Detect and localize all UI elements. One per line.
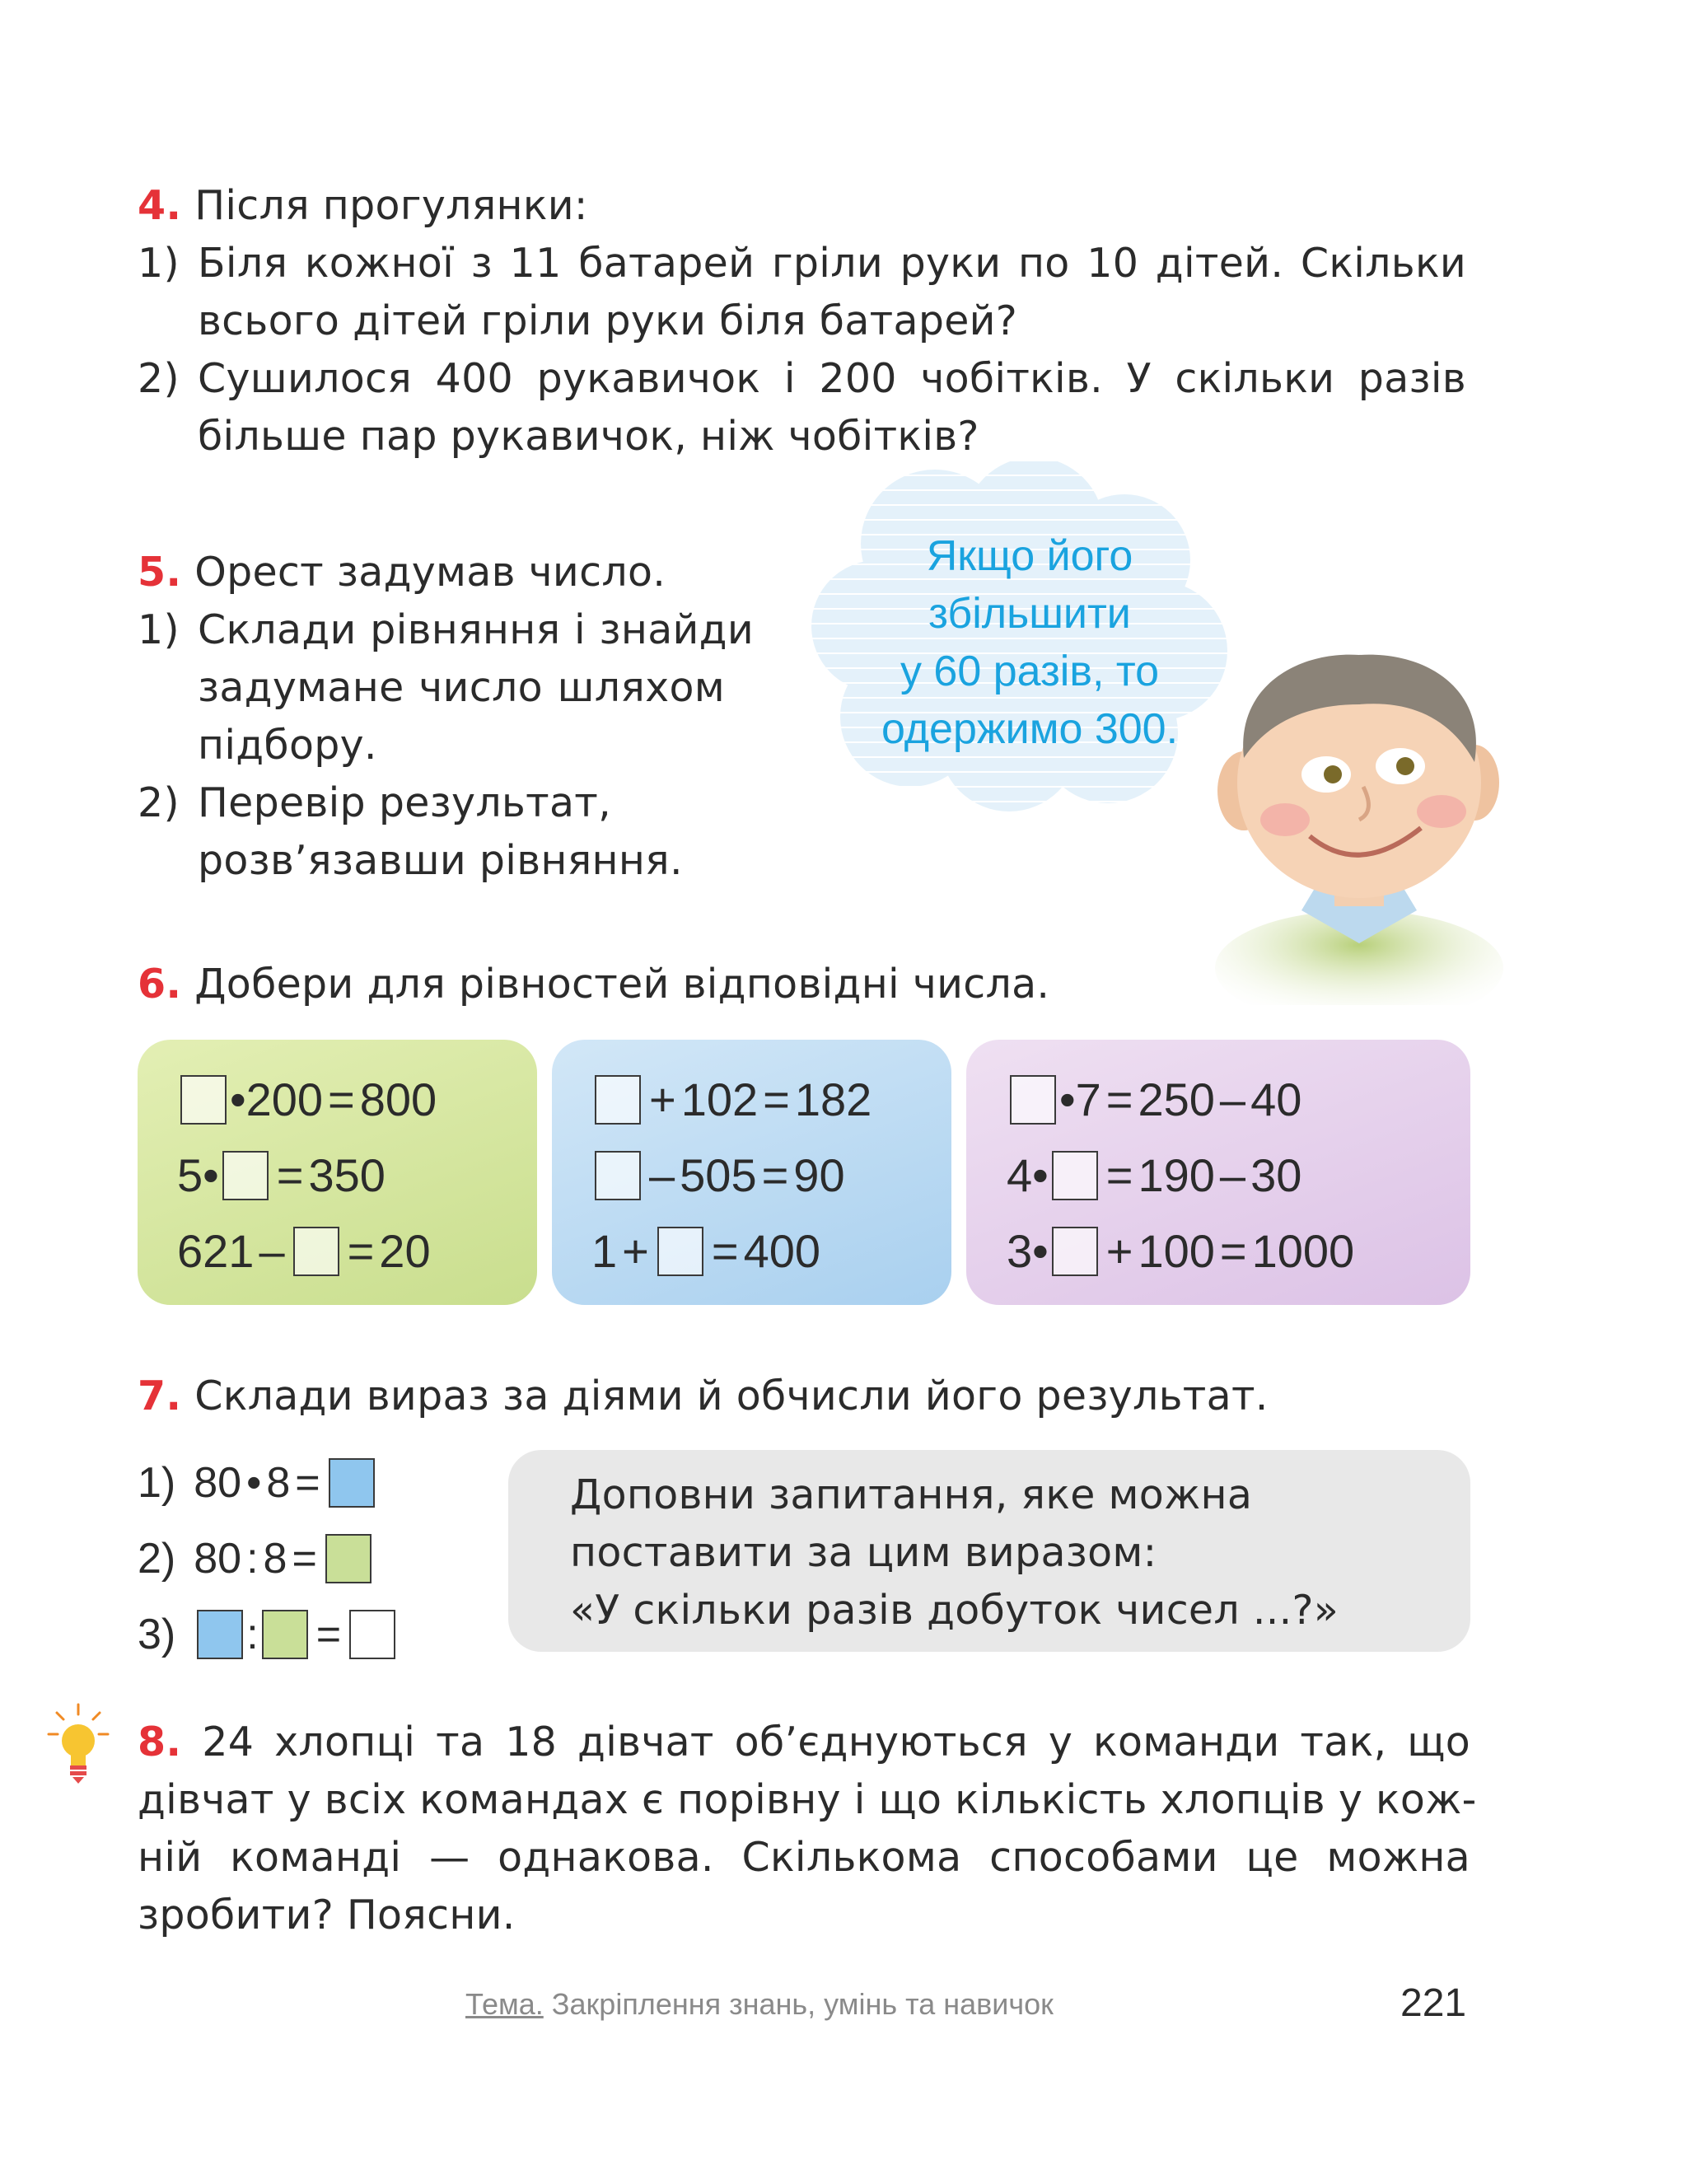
answer-box[interactable] xyxy=(1010,1075,1056,1125)
task4-title-line xyxy=(138,177,588,235)
hint-line-1: Доповни запитання, яке можна xyxy=(570,1471,1253,1518)
task5-item1-line2: задумане число шляхом xyxy=(198,664,725,711)
task5-item1-num: 1) xyxy=(138,606,180,653)
boy-illustration xyxy=(1203,643,1507,1005)
answer-box[interactable] xyxy=(180,1075,227,1125)
task4-title: Після прогулянки: xyxy=(194,182,588,229)
task8-line4: зробити? Поясни. xyxy=(138,1892,516,1938)
task7-title: Склади вираз за діями й обчисли його результат. xyxy=(194,1373,1269,1419)
task8-line3: ній команді — однакова. Скількома способами це можна xyxy=(138,1834,1470,1881)
bubble-line: у 60 разів, то xyxy=(900,648,1160,695)
answer-box[interactable] xyxy=(1052,1151,1098,1200)
answer-box[interactable] xyxy=(595,1151,641,1200)
task5-item1-line3: підбору. xyxy=(198,722,377,769)
blue-eq-2: – 505 = 90 xyxy=(591,1147,845,1204)
lightbulb-icon xyxy=(45,1701,111,1792)
task5-title: Орест задумав число. xyxy=(194,549,666,596)
task5-item2-line1: Перевір результат, xyxy=(198,779,612,826)
task8-number: 8. xyxy=(138,1719,182,1765)
task7-title-line xyxy=(138,1368,1269,1425)
hint-line-3: «У скільки разів добуток чисел ...?» xyxy=(570,1587,1339,1634)
task5-item1-line1: Склади рівняння і знайди xyxy=(198,606,754,653)
task7-expr-2: 2) 80 : 8 = xyxy=(138,1530,375,1588)
green-operand-box xyxy=(262,1610,308,1659)
hint-line-2: поставити за цим виразом: xyxy=(570,1529,1157,1576)
task5-number: 5. xyxy=(138,549,182,596)
task4-item1-line1: Біля кожної з 11 батарей гріли руки по 10 дітей. Скільки xyxy=(198,240,1466,287)
task5-item2-num: 2) xyxy=(138,779,180,826)
answer-box[interactable] xyxy=(595,1075,641,1125)
task4-item1-num: 1) xyxy=(138,240,180,287)
blue-eq-1: + 102 = 182 xyxy=(591,1071,872,1129)
task6-number: 6. xyxy=(138,961,182,1008)
answer-box[interactable] xyxy=(657,1227,703,1276)
footer-topic xyxy=(465,1987,1054,2022)
task7-expr-3: 3) : = xyxy=(138,1606,399,1663)
task8-line1: 8. 24 хлопці та 18 дівчат об’єднуються у команди так, що xyxy=(138,1719,1470,1765)
green-eq-2: 5 • = 350 xyxy=(177,1149,386,1201)
green-eq-1: • 200 = 800 xyxy=(177,1071,437,1129)
blue-operand-box xyxy=(197,1610,243,1659)
task4-number: 4. xyxy=(138,182,182,229)
blue-result-box[interactable] xyxy=(329,1458,375,1508)
answer-box[interactable] xyxy=(293,1227,339,1276)
topic-label: Тема. xyxy=(465,1987,544,2021)
task7-number: 7. xyxy=(138,1373,182,1419)
bubble-line: Якщо його xyxy=(926,532,1133,580)
task4-item1-line2: всього дітей гріли руки біля батарей? xyxy=(198,297,1018,344)
task4-item2-line2: більше пар рукавичок, ніж чобітків? xyxy=(198,413,979,460)
answer-box[interactable] xyxy=(1052,1227,1098,1276)
blue-eq-3: 1 + = 400 xyxy=(591,1225,820,1277)
answer-box[interactable] xyxy=(222,1151,269,1200)
final-result-box[interactable] xyxy=(349,1610,395,1659)
purple-eq-1: • 7 = 250 – 40 xyxy=(1007,1071,1301,1129)
task5-title-line xyxy=(138,544,666,601)
page-number: 221 xyxy=(1400,1981,1467,2025)
green-result-box[interactable] xyxy=(325,1534,372,1583)
purple-eq-3: 3 • + 100 = 1000 xyxy=(1007,1225,1355,1277)
thought-bubble-text xyxy=(848,527,1211,758)
task7-expr-1: 1) 80 • 8 = xyxy=(138,1454,378,1512)
task6-title-line xyxy=(138,956,1049,1013)
task6-title: Добери для рівностей відповідні числа. xyxy=(194,961,1050,1008)
topic-text: Закріплення знань, умінь та навичок xyxy=(551,1987,1054,2021)
task4-item2-num: 2) xyxy=(138,355,180,402)
task4-item2-line1: Сушилося 400 рукавичок і 200 чобітків. У скільки разів xyxy=(198,355,1466,402)
bubble-line: збільшити xyxy=(928,590,1131,638)
task8-line2: дівчат у всіх командах є порівну і що кількість хлопців у кож- xyxy=(138,1776,1477,1823)
task5-item2-line2: розв’язавши рівняння. xyxy=(198,837,683,884)
green-eq-3: 621 – = 20 xyxy=(177,1225,431,1277)
bubble-line: одержимо 300. xyxy=(881,705,1179,753)
purple-eq-2: 4 • = 190 – 30 xyxy=(1007,1149,1302,1201)
